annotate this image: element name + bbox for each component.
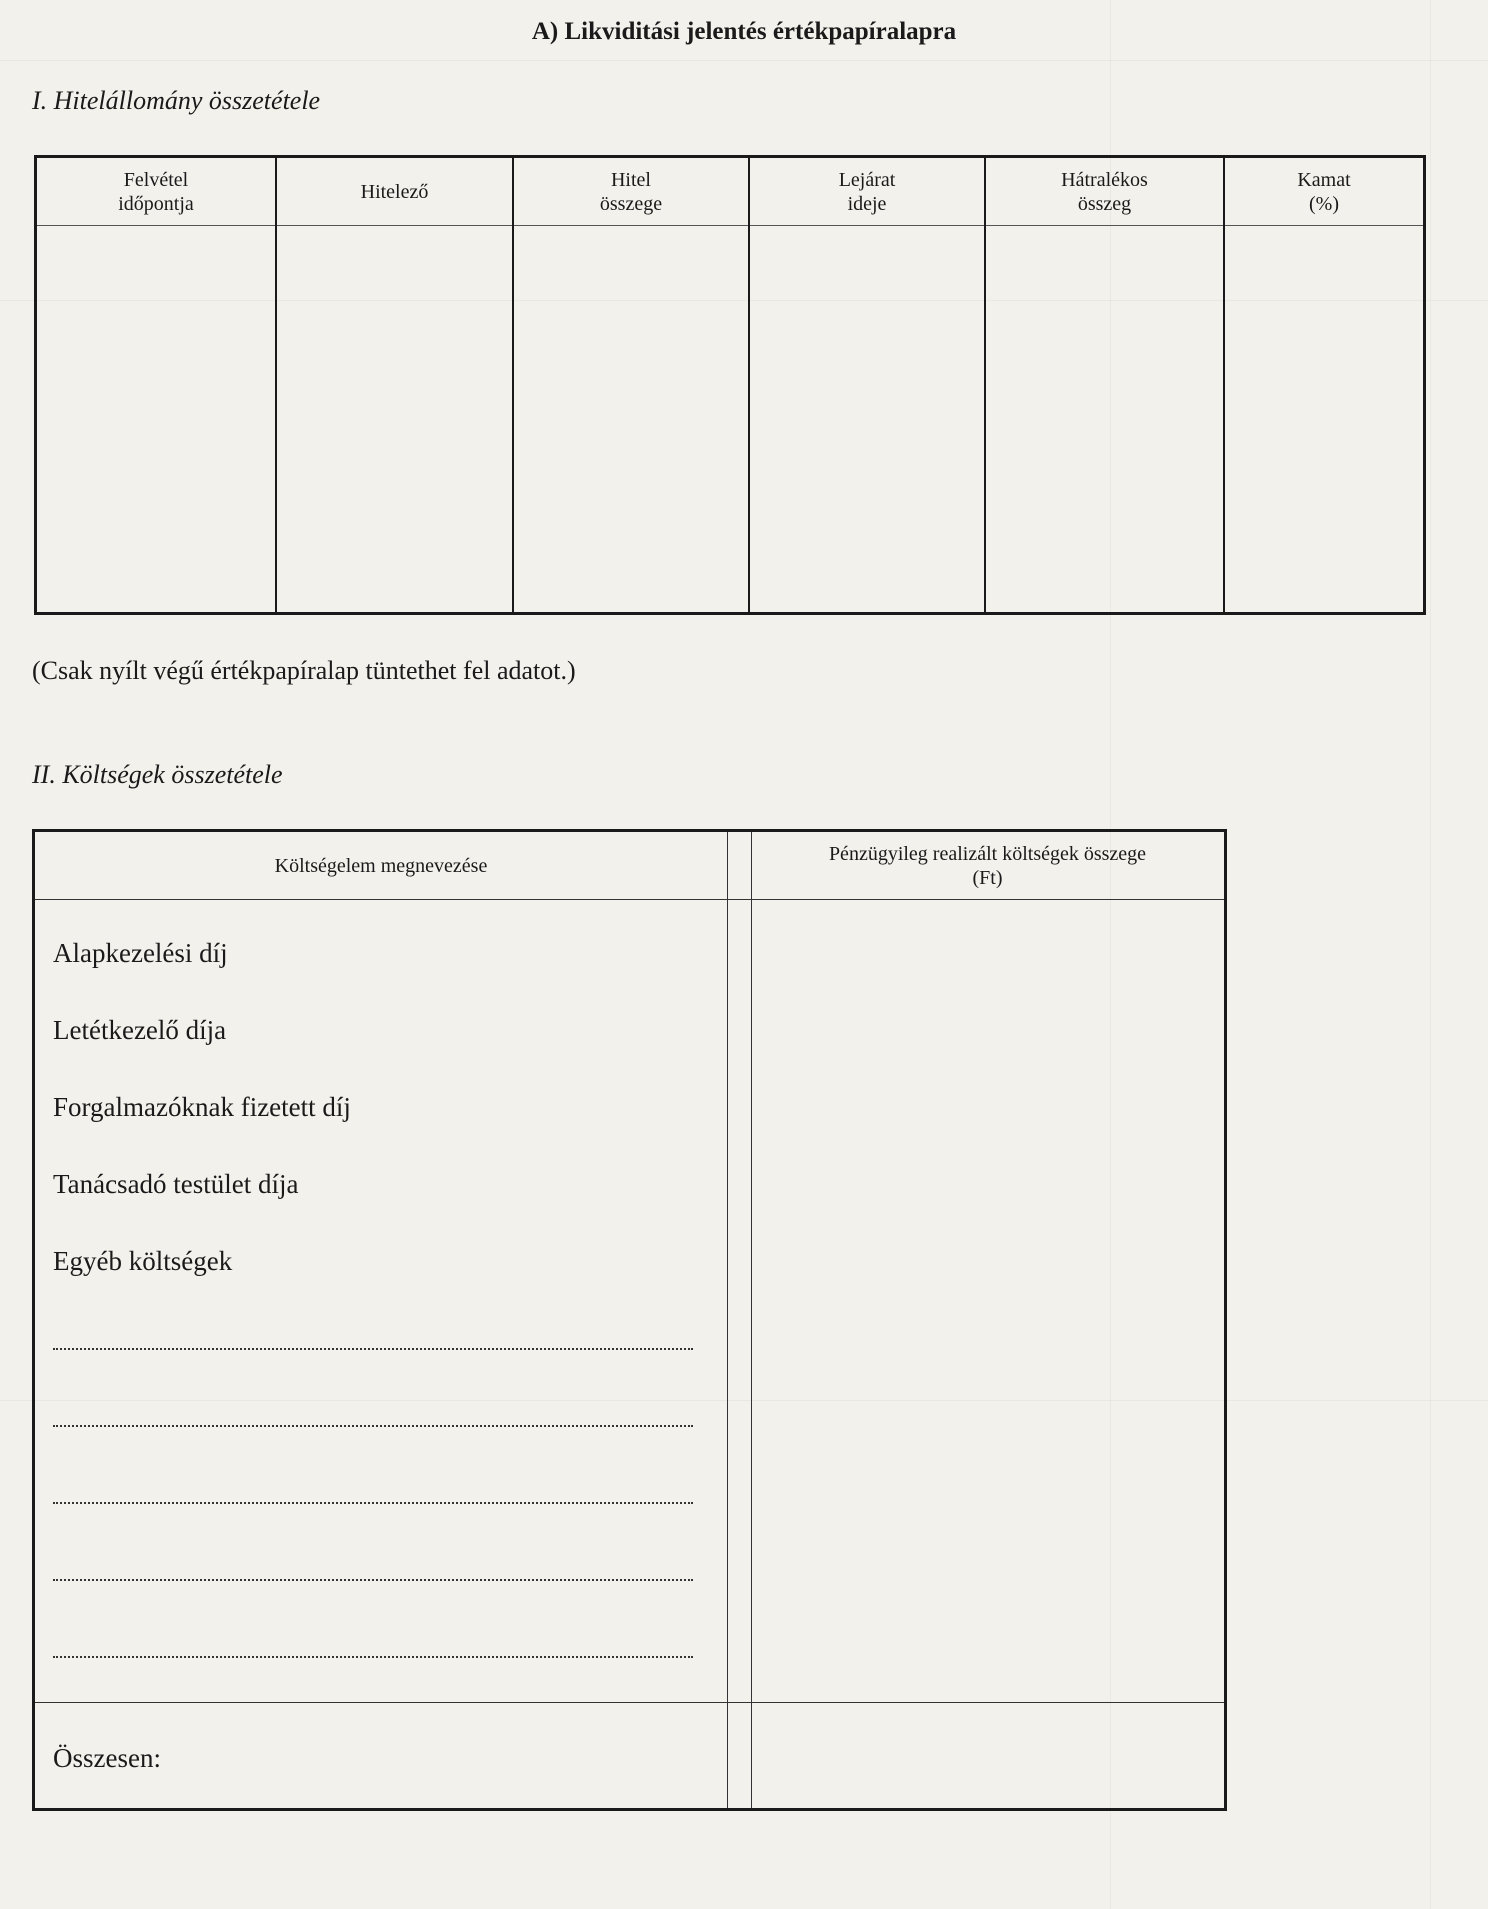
blank-entry-line: [53, 1348, 693, 1350]
credit-column: [750, 158, 986, 612]
ghost-grid-line: [1430, 0, 1431, 1909]
blank-entry-line: [53, 1425, 693, 1427]
ghost-grid-line: [0, 60, 1488, 61]
column-header: Hitelező: [277, 158, 512, 226]
column-header: Hitel összege: [514, 158, 748, 226]
total-label: Összesen:: [53, 1743, 161, 1773]
column-header: Lejárat ideje: [750, 158, 984, 226]
cost-item: Alapkezelési díj: [53, 938, 228, 968]
column-divider: [727, 832, 728, 1808]
credit-column: [986, 158, 1225, 612]
costs-header-amount: Pénzügyileg realizált költségek összege (Ft): [828, 842, 1147, 889]
credit-table: [34, 155, 1426, 615]
column-header: Kamat (%): [1225, 158, 1423, 226]
credit-column: [37, 158, 277, 612]
column-header: Felvétel időpontja: [37, 158, 275, 226]
note-text: (Csak nyílt végű értékpapíralap tüntethet fel adatot.): [32, 656, 576, 685]
section-title-costs: II. Költségek összetétele: [32, 760, 283, 789]
credit-column: [277, 158, 514, 612]
column-header: Hátralékos összeg: [986, 158, 1223, 226]
cost-item: Letétkezelő díja: [53, 1015, 227, 1045]
cost-item: Egyéb költségek: [53, 1246, 233, 1276]
section-title-credit: I. Hitelállomány összetétele: [32, 86, 321, 115]
cost-item: Tanácsadó testület díja: [53, 1169, 299, 1199]
column-divider: [751, 832, 752, 1808]
costs-table: [32, 829, 1227, 1811]
credit-column: [1225, 158, 1423, 612]
header-divider: [35, 899, 1224, 900]
total-divider: [35, 1702, 1224, 1703]
cost-item: Forgalmazóknak fizetett díj: [53, 1092, 351, 1122]
page-title: A) Likviditási jelentés értékpapíralapra: [531, 18, 957, 45]
blank-entry-line: [53, 1579, 693, 1581]
blank-entry-line: [53, 1502, 693, 1504]
costs-header-name: Költségelem megnevezése: [274, 854, 488, 877]
blank-entry-line: [53, 1656, 693, 1658]
credit-column: [514, 158, 750, 612]
